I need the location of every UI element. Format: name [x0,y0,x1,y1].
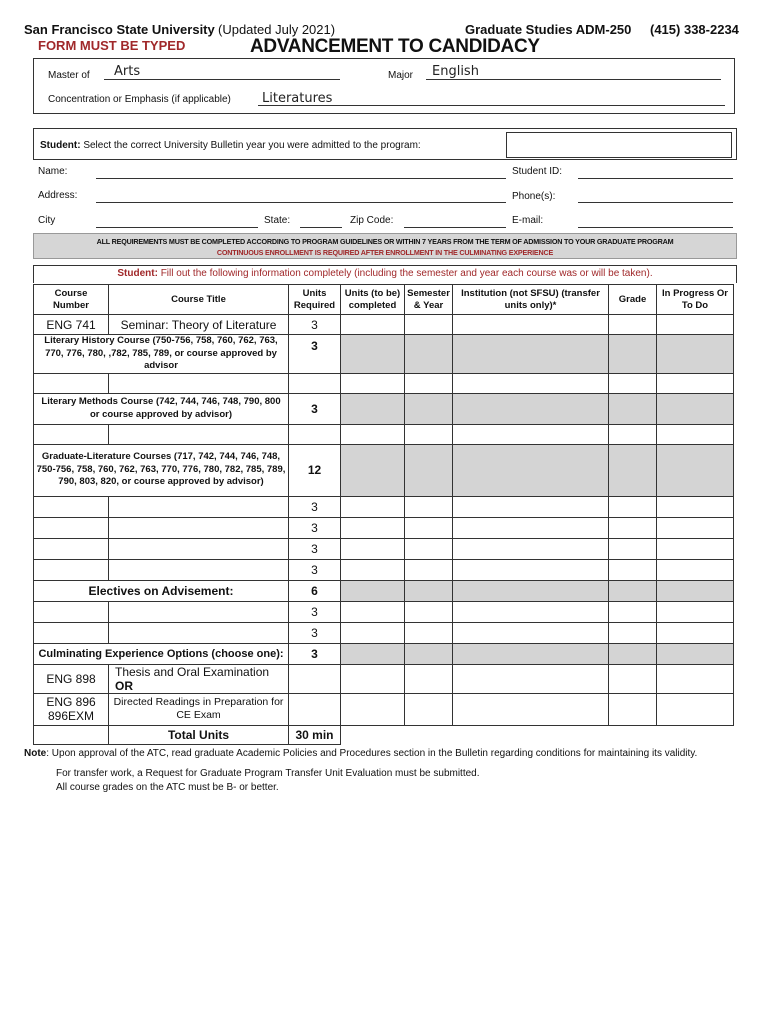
shaded-cell [341,580,405,601]
literary-methods-requirement: Literary Methods Course (742, 744, 746, 748, 790, 800 or course approved by advisor) [34,393,289,424]
shaded-cell [657,393,734,424]
shaded-cell [453,643,609,664]
semester-cell[interactable] [405,538,453,559]
institution-cell[interactable] [453,424,609,444]
form-id: Graduate Studies ADM-250 [465,22,632,37]
must-be-typed-notice: FORM MUST BE TYPED [38,38,186,53]
table-row [34,580,734,601]
header-grade: Grade [609,285,657,315]
institution-cell[interactable] [453,373,609,393]
bulletin-instruction [40,140,421,151]
course-number-cell: ENG 898 [34,664,109,693]
email-label: E-mail: [512,215,544,226]
table-row [34,315,734,335]
grades-note: All course grades on the ATC must be B- or better. [56,782,279,793]
table-row [34,496,734,517]
header-in-progress: In Progress Or To Do [657,285,734,315]
units-required-cell: 3 [289,496,341,517]
thesis-or: OR [115,678,133,693]
grade-cell[interactable] [609,373,657,393]
culminating-requirement: Culminating Experience Options (choose one): [34,643,289,664]
total-row [34,725,734,744]
table-row [34,664,734,693]
course-number-cell[interactable] [34,424,109,444]
table-row [34,559,734,580]
shaded-cell [405,580,453,601]
shaded-cell [609,643,657,664]
thesis-title: Thesis and Oral Examination [115,664,270,679]
master-of-field[interactable] [104,64,340,80]
shaded-cell [609,580,657,601]
units-required-cell: 3 [289,538,341,559]
units-completed-cell[interactable] [341,622,405,643]
table-row [34,424,734,444]
units-completed-cell[interactable] [341,693,405,725]
course-number-cell: ENG 741 [34,315,109,335]
units-required-cell [289,424,341,444]
empty-cell [453,725,609,744]
course-number-cell: ENG 896 896EXM [34,693,109,725]
units-completed-cell[interactable] [341,373,405,393]
graduate-literature-requirement: Graduate-Literature Courses (717, 742, 744, 746, 748, 750-756, 758, 760, 762, 763, 770, 776, 780, 782, 785, 789, 790, 803, 820, or course approved by advisor) [34,444,289,496]
units-completed-cell[interactable] [341,315,405,335]
master-of-value: Arts [114,64,141,79]
empty-cell [341,725,405,744]
fill-instruction [34,268,736,279]
progress-cell[interactable] [657,424,734,444]
transfer-note: For transfer work, a Request for Graduate Program Transfer Unit Evaluation must be submitted. [56,768,480,779]
shaded-cell [453,393,609,424]
course-title-cell[interactable] [109,559,289,580]
electives-requirement: Electives on Advisement: [34,580,289,601]
updated-date: (Updated July 2021) [218,22,336,37]
institution-cell[interactable] [453,315,609,335]
shaded-cell [657,580,734,601]
units-required-cell [289,664,341,693]
empty-cell [405,725,453,744]
units-required-cell: 12 [289,444,341,496]
shaded-cell [405,444,453,496]
progress-cell[interactable] [657,559,734,580]
phone-label: Phone(s): [512,191,556,202]
course-title-cell [109,664,289,693]
institution-cell[interactable] [453,559,609,580]
grade-cell[interactable] [609,315,657,335]
semester-cell[interactable] [405,601,453,622]
units-completed-cell[interactable] [341,664,405,693]
table-row [34,538,734,559]
table-row [34,693,734,725]
semester-cell[interactable] [405,693,453,725]
grade-cell[interactable] [609,559,657,580]
requirements-banner [33,233,737,259]
concentration-field[interactable] [258,90,725,106]
shaded-cell [657,335,734,374]
phone-number: (415) 338-2234 [650,22,739,37]
empty-cell [34,725,109,744]
semester-cell[interactable] [405,622,453,643]
course-table [33,284,734,745]
name-field[interactable] [96,166,506,179]
empty-cell [609,725,657,744]
fill-instruction-box [33,265,737,283]
shaded-cell [609,335,657,374]
table-row [34,444,734,496]
header-units-required: Units Required [289,285,341,315]
course-number-cell[interactable] [34,559,109,580]
semester-cell[interactable] [405,424,453,444]
note-label: Note [24,748,47,759]
shaded-cell [453,444,609,496]
semester-cell[interactable] [405,664,453,693]
course-title-cell[interactable] [109,538,289,559]
page-title: ADVANCEMENT TO CANDIDACY [250,36,540,57]
course-title-cell: Directed Readings in Preparation for CE Exam [109,693,289,725]
progress-cell[interactable] [657,315,734,335]
student-id-field[interactable] [578,166,733,179]
course-title-cell[interactable] [109,496,289,517]
state-field[interactable] [300,215,342,228]
shaded-cell [657,643,734,664]
institution-cell[interactable] [453,496,609,517]
master-of-label: Master of [48,70,90,81]
shaded-cell [453,335,609,374]
institution-cell[interactable] [453,664,609,693]
progress-cell[interactable] [657,517,734,538]
bulletin-label-bold: Student: [40,140,81,151]
grade-cell[interactable] [609,622,657,643]
email-field[interactable] [578,215,733,228]
course-number-cell[interactable] [34,538,109,559]
grade-cell[interactable] [609,601,657,622]
grade-cell[interactable] [609,538,657,559]
empty-cell [657,725,734,744]
grade-cell[interactable] [609,517,657,538]
bulletin-label-text: Select the correct University Bulletin year you were admitted to the program: [80,140,421,151]
course-number-cell[interactable] [34,517,109,538]
total-units-label: Total Units [109,725,289,744]
requirements-line2: CONTINUOUS ENROLLMENT IS REQUIRED AFTER ENROLLMENT IN THE CULMINATING EXPERIENCE [216,248,554,257]
shaded-cell [453,580,609,601]
shaded-cell [341,393,405,424]
address-field[interactable] [96,190,506,203]
table-row [34,393,734,424]
shaded-cell [341,643,405,664]
literary-history-requirement: Literary History Course (750-756, 758, 760, 762, 763, 770, 776, 780, ,782, 785, 789, or course approved by advisor [34,335,289,374]
zip-label: Zip Code: [350,215,394,226]
progress-cell[interactable] [657,496,734,517]
fill-instruction-bold: Student: [117,268,158,279]
concentration-value: Literatures [262,91,333,106]
course-title-cell[interactable] [109,622,289,643]
units-required-cell: 3 [289,315,341,335]
table-row [34,601,734,622]
approval-note [24,748,764,759]
university-name: San Francisco State University [24,22,215,37]
progress-cell[interactable] [657,538,734,559]
units-completed-cell[interactable] [341,559,405,580]
table-row [34,643,734,664]
course-title-cell[interactable] [109,601,289,622]
units-required-cell: 3 [289,335,341,374]
units-completed-cell[interactable] [341,496,405,517]
note-text: : Upon approval of the ATC, read graduate Academic Policies and Procedures section in the Bulletin regarding conditions for maintaining its validity. [46,748,698,759]
requirements-line1: ALL REQUIREMENTS MUST BE COMPLETED ACCORDING TO PROGRAM GUIDELINES OR WITHIN 7 YEARS FROM THE TERM OF ADMISSION TO YOUR GRADUATE PROGRAM [96,237,674,246]
header-institution: Institution (not SFSU) (transfer units only)* [453,285,609,315]
city-label: City [38,215,56,226]
table-row [34,335,734,374]
phone-field[interactable] [578,190,733,203]
total-units-value: 30 min [289,725,341,744]
progress-cell[interactable] [657,622,734,643]
institution-cell[interactable] [453,517,609,538]
units-required-cell: 3 [289,601,341,622]
course-title-cell: Seminar: Theory of Literature [109,315,289,335]
state-label: State: [264,215,291,226]
institution-cell[interactable] [453,538,609,559]
semester-cell[interactable] [405,559,453,580]
fill-instruction-text: Fill out the following information completely (including the semester and year each course was or will be taken). [157,268,653,279]
course-title-cell[interactable] [109,424,289,444]
course-number-cell[interactable] [34,373,109,393]
table-header-row [34,285,734,315]
progress-cell[interactable] [657,664,734,693]
grade-cell[interactable] [609,664,657,693]
units-required-cell: 3 [289,393,341,424]
course-number-cell[interactable] [34,601,109,622]
semester-cell[interactable] [405,517,453,538]
header-units-completed: Units (to be) completed [341,285,405,315]
semester-cell[interactable] [405,315,453,335]
units-completed-cell[interactable] [341,601,405,622]
shaded-cell [405,393,453,424]
grade-cell[interactable] [609,424,657,444]
course-title-cell[interactable] [109,517,289,538]
institution-cell[interactable] [453,601,609,622]
header-course-number: Course Number [34,285,109,315]
major-field[interactable] [426,64,721,80]
course-number-cell[interactable] [34,622,109,643]
units-required-cell [289,693,341,725]
units-required-cell: 3 [289,643,341,664]
shaded-cell [405,335,453,374]
units-required-cell: 3 [289,559,341,580]
grade-cell[interactable] [609,693,657,725]
city-field[interactable] [96,215,258,228]
shaded-cell [341,444,405,496]
units-completed-cell[interactable] [341,538,405,559]
units-required-cell [289,373,341,393]
header-semester-year: Semester & Year [405,285,453,315]
institution-cell[interactable] [453,693,609,725]
institution-cell[interactable] [453,622,609,643]
units-completed-cell[interactable] [341,424,405,444]
semester-cell[interactable] [405,496,453,517]
major-label: Major [388,70,414,81]
shaded-cell [405,643,453,664]
units-required-cell: 6 [289,580,341,601]
name-label: Name: [38,166,68,177]
shaded-cell [657,444,734,496]
concentration-label: Concentration or Emphasis (if applicable) [48,94,231,105]
shaded-cell [341,335,405,374]
major-value: English [432,64,479,79]
units-required-cell: 3 [289,622,341,643]
progress-cell[interactable] [657,601,734,622]
course-title-cell[interactable] [109,373,289,393]
address-label: Address: [38,190,78,201]
header-course-title: Course Title [109,285,289,315]
semester-cell[interactable] [405,373,453,393]
units-required-cell: 3 [289,517,341,538]
zip-field[interactable] [404,215,506,228]
shaded-cell [609,393,657,424]
course-number-cell[interactable] [34,496,109,517]
progress-cell[interactable] [657,373,734,393]
table-row [34,517,734,538]
student-id-label: Student ID: [512,166,563,177]
grade-cell[interactable] [609,496,657,517]
bulletin-year-field[interactable] [506,132,732,158]
progress-cell[interactable] [657,693,734,725]
table-row [34,373,734,393]
shaded-cell [609,444,657,496]
units-completed-cell[interactable] [341,517,405,538]
table-row [34,622,734,643]
